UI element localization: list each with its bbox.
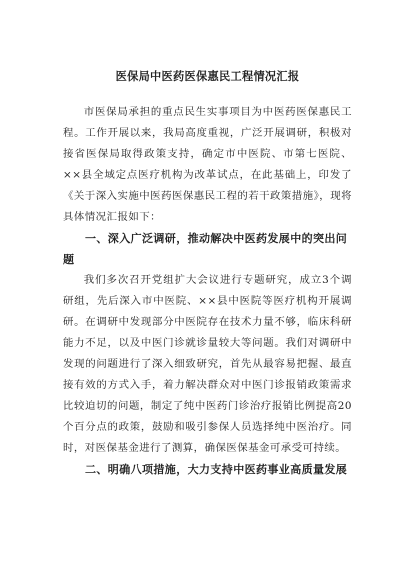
section-2-heading: 二、明确八项措施，大力支持中医药事业高质量发展 <box>85 463 348 476</box>
section-1-heading: 一、深入广泛调研，推动解决中医药发展中的突出问题 <box>63 232 348 266</box>
section-1-paragraph: 我们多次召开党组扩大会议进行专题研究，成立3个调研组，先后深入市中医院、××县中医院等医疗机构开展调研。在调研中发现部分中医院存在技术力量不够，临床科研能力不足，以及中医门诊就诊量较大等问题。我们对调研中发现的问题进行了深入细致研究，首先从最容易把握、最直接有效的方式入手，着力解决群众对中医门诊报销政策需求比较迫切的问题，制定了纯中医药门诊治疗报销比例提高20个百分点的政策，鼓励和吸引参保人员选择纯中医治疗。同时，对医保基金进行了测算，确保医保基金可承受可持续。 <box>63 274 352 454</box>
document-title: 医保局中医药医保惠民工程情况汇报 <box>115 69 300 83</box>
intro-paragraph: 市医保局承担的重点民生实事项目为中医药医保惠民工程。工作开展以来，我局高度重视，广泛开展调研，积极对接省医保局取得政策支持，确定市中医院、市第七医院、××县全域定点医疗机构为改革试点，在此基础上，印发了《关于深入实施中医药医保惠民工程的若干政策措施》，现将具体情况汇报如下： <box>63 106 352 223</box>
